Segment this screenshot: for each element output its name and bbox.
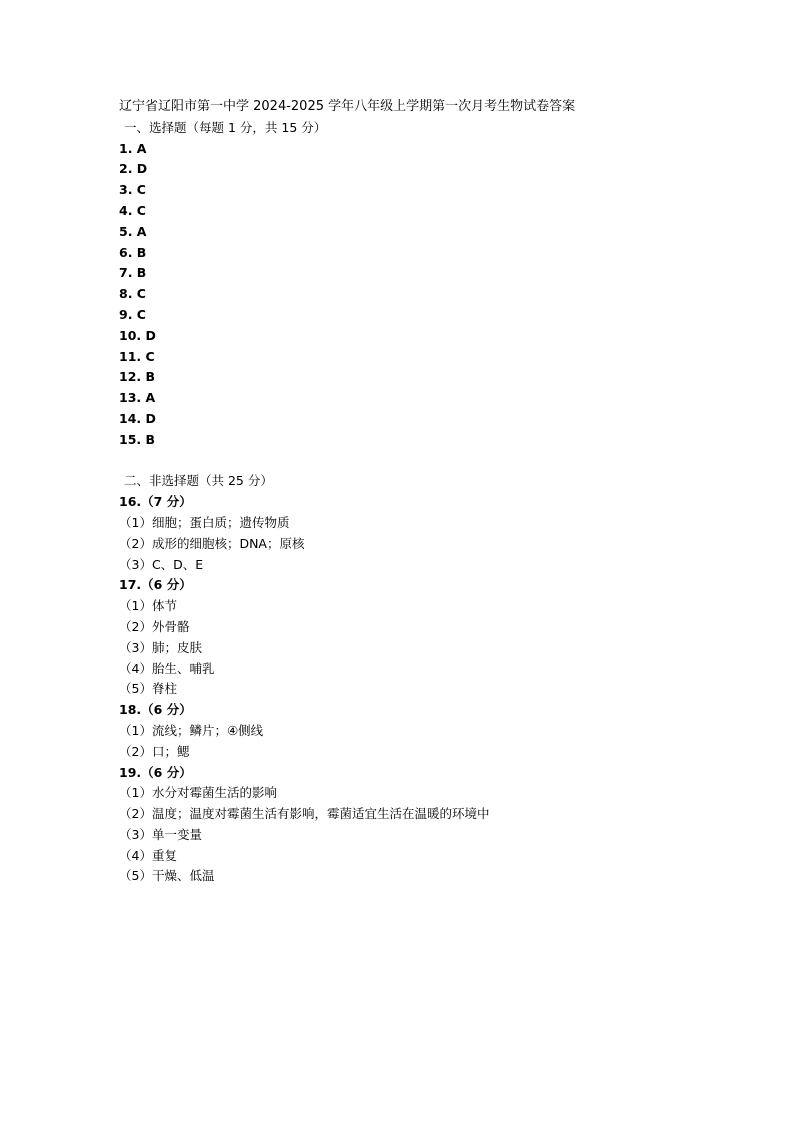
question-17 xyxy=(119,575,679,700)
choice-answer: 13. A xyxy=(119,390,156,406)
choice-answer-list xyxy=(119,139,679,451)
choice-answer: 3. C xyxy=(119,182,146,198)
choice-answer: 5. A xyxy=(119,223,147,239)
question-part: （1）流线；鳞片；④侧线 xyxy=(119,722,264,738)
question-number: 18.（6 分） xyxy=(119,702,192,718)
question-part: （2）外骨骼 xyxy=(119,618,190,634)
question-part: （4）重复 xyxy=(119,847,177,863)
choice-answer: 6. B xyxy=(119,244,147,260)
question-part: （3）肺；皮肤 xyxy=(119,639,202,655)
choice-answer: 4. C xyxy=(119,202,146,218)
question-part: （2）温度；温度对霉菌生活有影响，霉菌适宜生活在温暖的环境中 xyxy=(119,806,490,822)
question-part: （1）细胞；蛋白质；遗传物质 xyxy=(119,514,290,530)
choice-answer: 12. B xyxy=(119,369,156,385)
section1-heading: 一、选择题（每题 1 分，共 15 分） xyxy=(124,119,327,135)
question-part: （5）脊柱 xyxy=(119,681,177,697)
document-title: 辽宁省辽阳市第一中学 2024-2025 学年八年级上学期第一次月考生物试卷答案 xyxy=(119,99,576,114)
question-part: （3）C、D、E xyxy=(119,556,204,572)
choice-answer: 2. D xyxy=(119,161,148,177)
choice-answer: 1. A xyxy=(119,140,147,156)
choice-answer: 15. B xyxy=(119,431,156,447)
question-part: （4）胎生、哺乳 xyxy=(119,660,215,676)
choice-answer: 10. D xyxy=(119,327,156,343)
choice-answer: 14. D xyxy=(119,410,156,426)
section2-heading: 二、非选择题（共 25 分） xyxy=(124,473,273,489)
choice-answer: 8. C xyxy=(119,286,146,302)
question-part: （2）成形的细胞核；DNA；原核 xyxy=(119,535,305,551)
question-16 xyxy=(119,492,679,575)
choice-answer: 7. B xyxy=(119,265,147,281)
question-number: 17.（6 分） xyxy=(119,577,192,593)
question-part: （3）单一变量 xyxy=(119,826,202,842)
question-part: （5）干燥、低温 xyxy=(119,868,215,884)
section-spacer xyxy=(119,451,679,472)
question-number: 16.（7 分） xyxy=(119,494,192,510)
question-number: 19.（6 分） xyxy=(119,764,192,780)
question-part: （2）口；鳃 xyxy=(119,743,190,759)
question-19 xyxy=(119,763,679,888)
choice-answer: 11. C xyxy=(119,348,155,364)
question-part: （1）体节 xyxy=(119,598,177,614)
choice-answer: 9. C xyxy=(119,306,146,322)
question-18 xyxy=(119,700,679,762)
question-part: （1）水分对霉菌生活的影响 xyxy=(119,785,277,801)
answer-sheet xyxy=(119,97,679,887)
